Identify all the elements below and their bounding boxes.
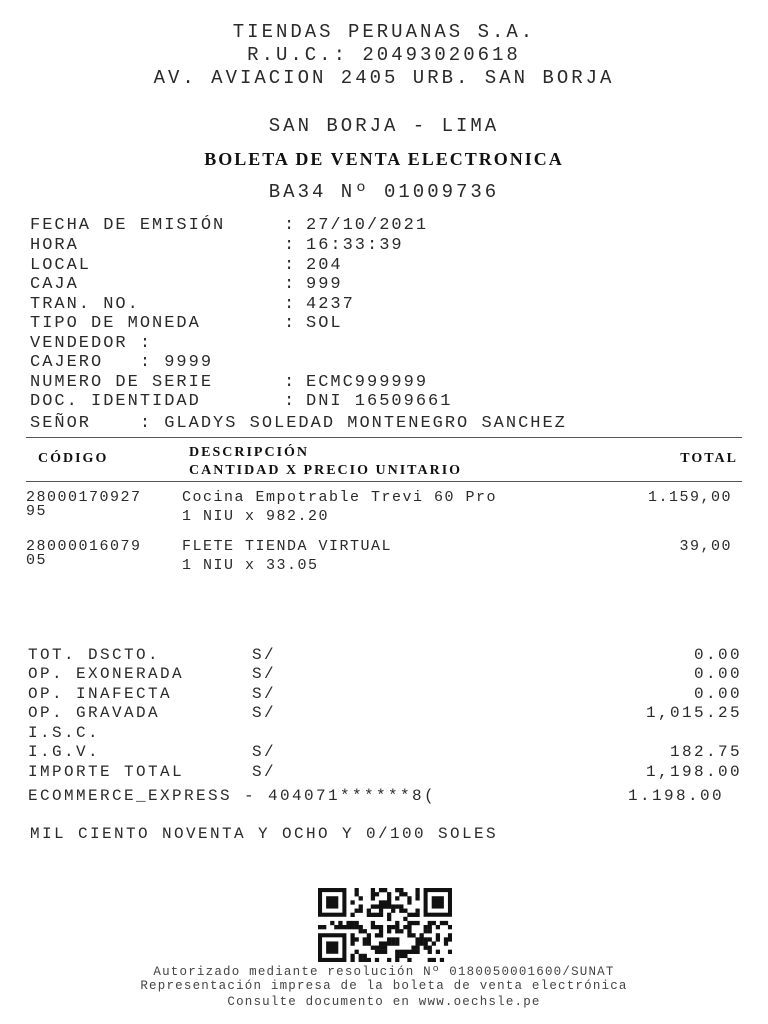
footer-website: Consulte documento en www.oechsle.pe: [227, 995, 541, 1009]
info-value: ECMC999999: [306, 373, 429, 392]
total-value: 0.00: [693, 665, 742, 683]
total-currency: S/: [252, 685, 277, 703]
total-label: I.G.V.: [28, 743, 101, 761]
footer-representation: Representación impresa de la boleta de venta electrónica: [140, 979, 628, 993]
total-value: 0.00: [693, 685, 742, 703]
info-sep: :: [284, 236, 297, 255]
item-code: 28000016079: [26, 538, 142, 555]
info-label: TRAN. NO.: [30, 295, 140, 314]
info-value: 4237: [306, 295, 355, 314]
total-value: 1,198.00: [645, 763, 742, 781]
info-label: LOCAL: [30, 256, 92, 275]
total-currency: S/: [252, 704, 277, 722]
info-sep: :: [284, 216, 297, 235]
item-qty-price: 1 NIU x 33.05: [182, 557, 319, 574]
total-label: TOT. DSCTO.: [28, 646, 161, 664]
company-address: AV. AVIACION 2405 URB. SAN BORJA: [153, 67, 615, 89]
info-sep: :: [284, 275, 297, 294]
total-value: 182.75: [669, 743, 742, 761]
document-number: BA34 Nº 01009736: [268, 181, 500, 203]
info-label: CAJERO : 9999: [30, 353, 214, 372]
total-label: OP. INAFECTA: [28, 685, 173, 703]
col-total: TOTAL: [680, 451, 738, 466]
item-code-cont: 95: [26, 503, 48, 520]
total-currency: S/: [252, 665, 277, 683]
info-sep: :: [284, 373, 297, 392]
document-type: BOLETA DE VENTA ELECTRONICA: [204, 149, 564, 169]
info-sep: :: [284, 392, 297, 411]
info-label: VENDEDOR :: [30, 334, 153, 353]
info-label: HORA: [30, 236, 79, 255]
info-label: NUMERO DE SERIE: [30, 373, 214, 392]
info-value: 204: [306, 256, 343, 275]
company-name: TIENDAS PERUANAS S.A.: [232, 21, 536, 43]
info-sep: :: [284, 295, 297, 314]
info-value: 16:33:39: [306, 236, 404, 255]
info-label: DOC. IDENTIDAD: [30, 392, 201, 411]
info-label: TIPO DE MONEDA: [30, 314, 201, 333]
info-label: CAJA: [30, 275, 79, 294]
company-city: SAN BORJA - LIMA: [268, 115, 500, 137]
total-value: 1,015.25: [645, 704, 742, 722]
customer-name: SEÑOR : GLADYS SOLEDAD MONTENEGRO SANCHEZ: [30, 414, 567, 433]
info-sep: :: [284, 256, 297, 275]
info-value: 27/10/2021: [306, 216, 429, 235]
item-description: Cocina Empotrable Trevi 60 Pro: [182, 489, 498, 506]
col-qty-price: CANTIDAD X PRECIO UNITARIO: [189, 463, 463, 478]
amount-in-words: MIL CIENTO NOVENTA Y OCHO Y 0/100 SOLES: [30, 825, 499, 843]
payment-method: ECOMMERCE_EXPRESS - 404071******8(: [28, 787, 437, 805]
footer-authorization: Autorizado mediante resolución Nº 0180050001600/SUNAT: [153, 965, 615, 979]
item-total: 1.159,00: [647, 489, 732, 506]
item-total: 39,00: [679, 538, 732, 555]
col-code: CÓDIGO: [38, 451, 109, 466]
item-qty-price: 1 NIU x 982.20: [182, 508, 330, 525]
info-label: FECHA DE EMISIÓN: [30, 216, 226, 235]
total-label: IMPORTE TOTAL: [28, 763, 185, 781]
total-label: OP. EXONERADA: [28, 665, 185, 683]
qr-code-icon: [318, 888, 452, 962]
total-currency: S/: [252, 743, 277, 761]
info-value: 999: [306, 275, 343, 294]
total-label: I.S.C.: [28, 724, 101, 742]
total-value: 0.00: [693, 646, 742, 664]
payment-amount: 1.198.00: [627, 787, 724, 805]
item-code-cont: 05: [26, 552, 48, 569]
col-description: DESCRIPCIÓN: [189, 445, 310, 460]
total-currency: S/: [252, 646, 277, 664]
item-description: FLETE TIENDA VIRTUAL: [182, 538, 393, 555]
divider: [26, 481, 742, 482]
item-code: 28000170927: [26, 489, 142, 506]
divider: [26, 437, 742, 438]
info-value: SOL: [306, 314, 343, 333]
total-currency: S/: [252, 763, 277, 781]
company-ruc: R.U.C.: 20493020618: [247, 44, 521, 66]
info-sep: :: [284, 314, 297, 333]
total-label: OP. GRAVADA: [28, 704, 161, 722]
info-value: DNI 16509661: [306, 392, 453, 411]
